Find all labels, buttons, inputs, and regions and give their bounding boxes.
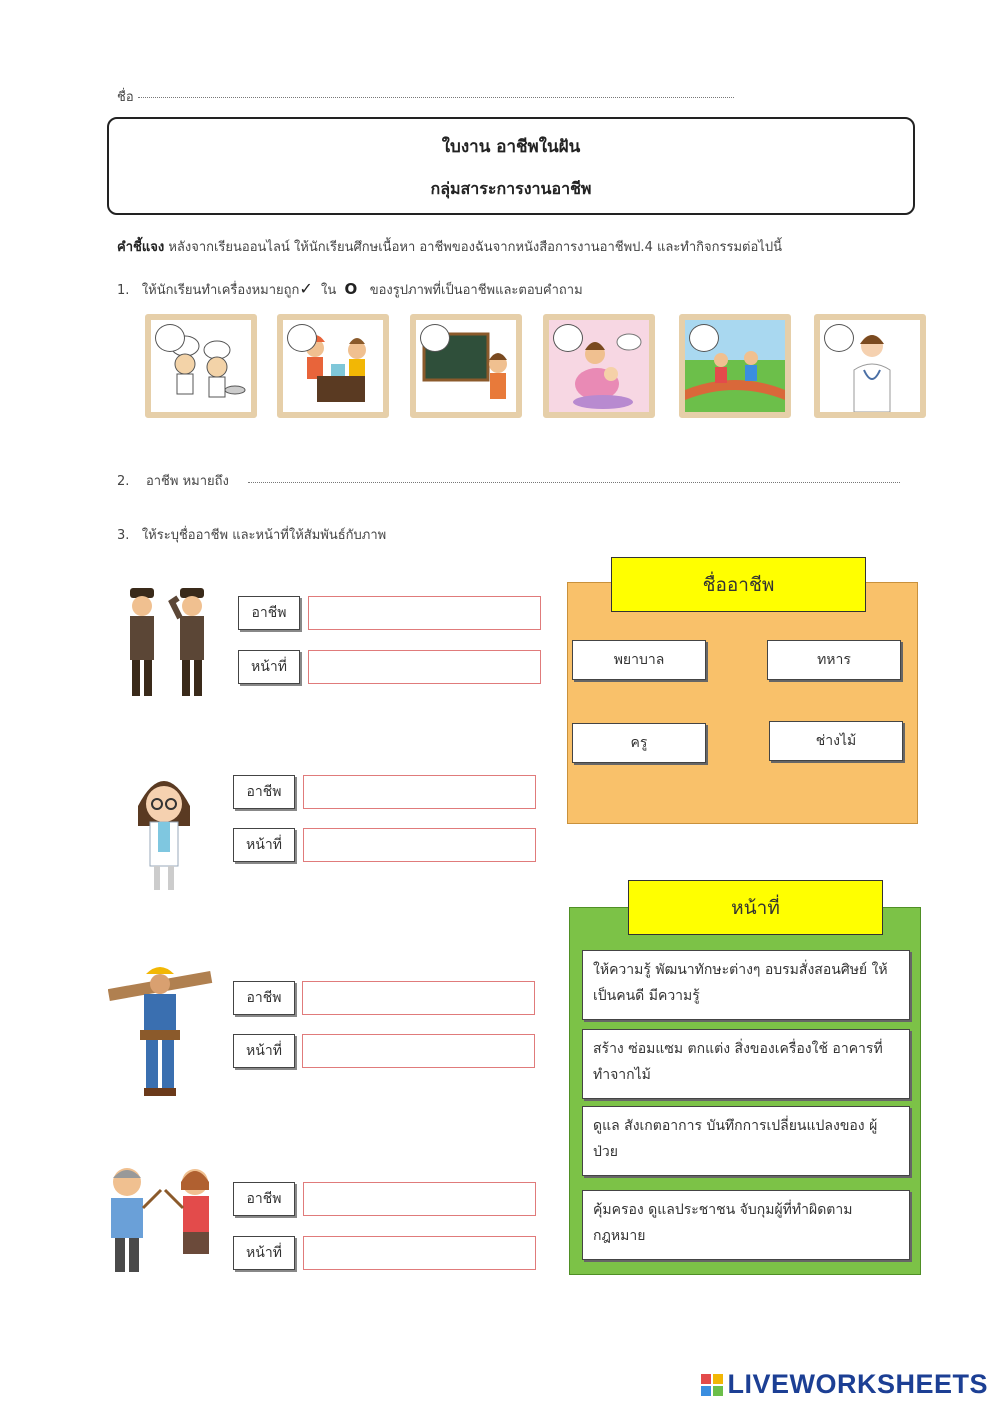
duty-label: หน้าที่	[233, 1034, 295, 1068]
duty-card-carpenter[interactable]: สร้าง ซ่อมแซม ตกแต่ง สิ่งของเครื่องใช้ อาคารที่ทำจากไม้	[582, 1029, 910, 1099]
teachers-illustration	[97, 1160, 225, 1276]
q2-text: อาชีพ หมายถึง	[145, 474, 229, 489]
duty-input[interactable]	[308, 650, 541, 684]
q1-number: 1.	[117, 283, 130, 298]
check-mark-icon: ✓	[299, 279, 313, 298]
liveworksheets-logo-text: LIVEWORKSHEETS	[727, 1369, 988, 1399]
job-card-nurse[interactable]: พยาบาล	[572, 640, 706, 680]
picture-market	[277, 314, 389, 418]
question-1	[117, 279, 583, 300]
question-2	[117, 470, 229, 491]
picture-teacher	[410, 314, 522, 418]
duty-input[interactable]	[303, 828, 536, 862]
worksheet-title: ใบงาน อาชีพในฝัน	[441, 137, 581, 157]
job-card-teacher[interactable]: ครู	[572, 723, 706, 763]
job-input[interactable]	[302, 981, 535, 1015]
carpenter-illustration	[108, 958, 218, 1100]
answer-circle[interactable]	[155, 324, 185, 352]
duty-label: หน้าที่	[233, 828, 295, 862]
q1-text-b: ใน	[321, 283, 337, 298]
q3-text: ให้ระบุชื่ออาชีพ และหน้าที่ให้สัมพันธ์กับภาพ	[141, 528, 387, 543]
liveworksheets-logo-icon	[701, 1374, 723, 1396]
job-label: อาชีพ	[233, 775, 295, 809]
duty-card-nurse[interactable]: ดูแล สังเกตอาการ บันทึกการเปลี่ยนแปลงของ ผู้ป่วย	[582, 1106, 910, 1176]
duty-label: หน้าที่	[233, 1236, 295, 1270]
duty-card-police[interactable]: คุ้มครอง ดูแลประชาชน จับกุมผู้ที่ทำผิดตาม กฎหมาย	[582, 1190, 910, 1260]
job-name-title: ชื่ออาชีพ	[611, 557, 866, 612]
circle-symbol: O	[344, 280, 358, 298]
q2-number: 2.	[117, 474, 130, 489]
job-label: อาชีพ	[233, 981, 295, 1015]
answer-circle[interactable]	[689, 324, 719, 352]
job-input[interactable]	[303, 1182, 536, 1216]
job-input[interactable]	[303, 775, 536, 809]
instructions-label: คำชี้แจง	[117, 240, 165, 255]
duty-label: หน้าที่	[238, 650, 300, 684]
q1-text-c: ของรูปภาพที่เป็นอาชีพและตอบคำถาม	[369, 283, 583, 298]
job-card-soldier[interactable]: ทหาร	[767, 640, 901, 680]
picture-mother-baby	[543, 314, 655, 418]
job-label: อาชีพ	[233, 1182, 295, 1216]
nurse-illustration	[128, 766, 200, 892]
subject-subtitle: กลุ่มสาระการงานอาชีพ	[430, 179, 592, 198]
duty-input[interactable]	[303, 1236, 536, 1270]
job-input[interactable]	[308, 596, 541, 630]
picture-doctor	[814, 314, 926, 418]
title-box	[107, 117, 915, 215]
name-line[interactable]	[138, 97, 734, 98]
picture-chefs	[145, 314, 257, 418]
name-label: ชื่อ	[117, 90, 134, 105]
job-card-carpenter[interactable]: ช่างไม้	[769, 721, 903, 761]
q3-number: 3.	[117, 528, 130, 543]
instructions	[117, 236, 782, 257]
answer-circle[interactable]	[553, 324, 583, 352]
answer-circle[interactable]	[287, 324, 317, 352]
instructions-text: หลังจากเรียนออนไลน์ ให้นักเรียนศึกษเนื้อหา อาชีพของฉันจากหนังสือการงานอาชีพป.4 และทำกิจกรรมต่อไปนี้	[168, 240, 782, 255]
liveworksheets-logo	[701, 1369, 988, 1400]
q2-answer-line[interactable]	[248, 482, 900, 483]
question-3	[117, 524, 386, 545]
job-name-panel	[567, 582, 918, 824]
q1-text-a: ให้นักเรียนทำเครื่องหมายถูก	[141, 283, 300, 298]
answer-circle[interactable]	[824, 324, 854, 352]
job-label: อาชีพ	[238, 596, 300, 630]
duty-card-teacher[interactable]: ให้ความรู้ พัฒนาทักษะต่างๆ อบรมสั่งสอนศิษย์ ให้เป็นคนดี มีความรู้	[582, 950, 910, 1020]
picture-runners	[679, 314, 791, 418]
answer-circle[interactable]	[420, 324, 450, 352]
police-illustration	[122, 584, 220, 704]
duty-title: หน้าที่	[628, 880, 883, 935]
duty-input[interactable]	[302, 1034, 535, 1068]
